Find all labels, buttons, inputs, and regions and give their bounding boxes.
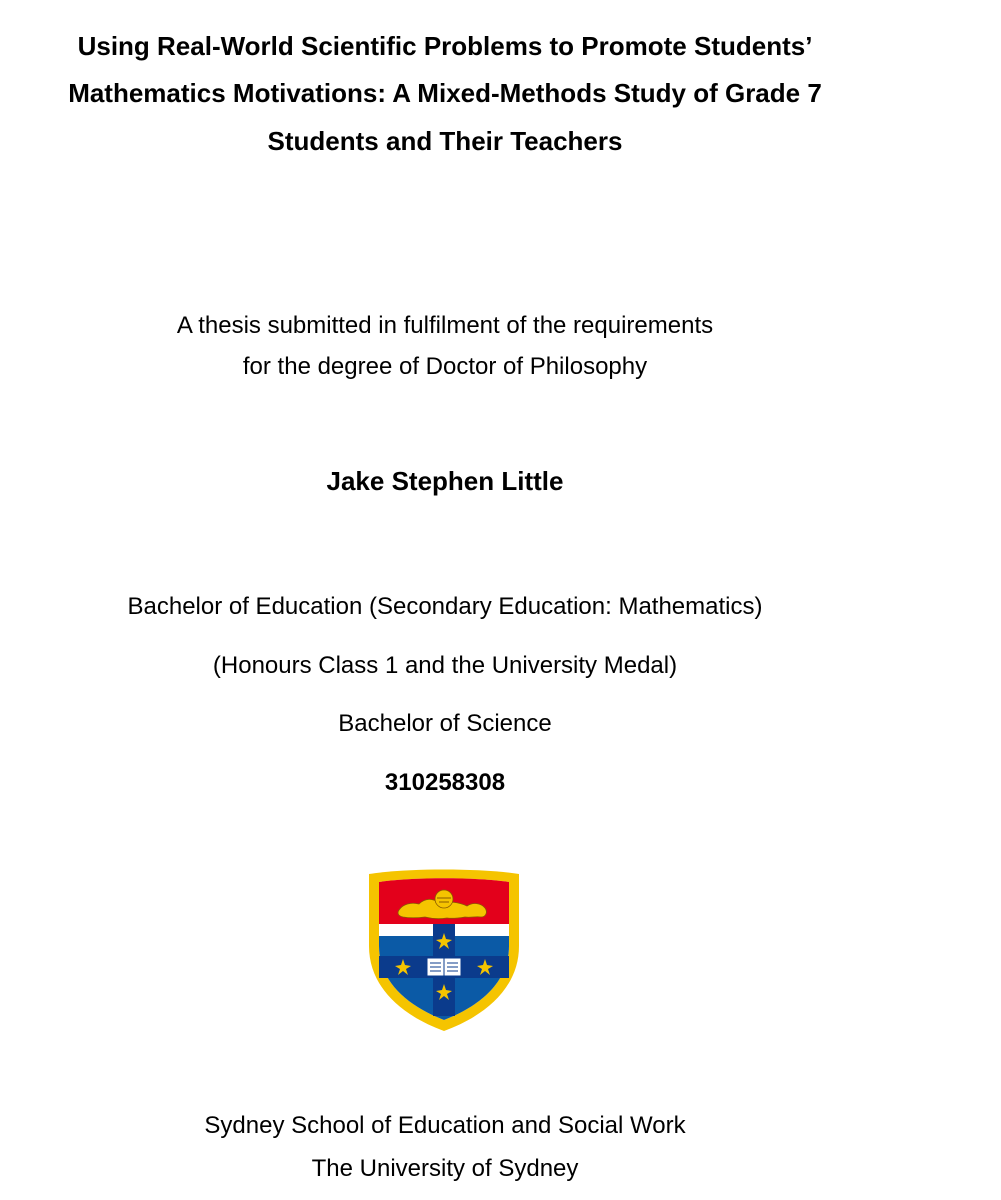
- institution-line-2: The University of Sydney: [311, 1155, 579, 1182]
- submission-statement-line-2: for the degree of Doctor of Philosophy: [242, 353, 648, 380]
- submission-statement-line-1: A thesis submitted in fulfilment of the requirements: [176, 312, 714, 339]
- thesis-title-line-3: Students and Their Teachers: [267, 126, 623, 156]
- qualification-line-3: Bachelor of Science: [338, 710, 552, 737]
- university-of-sydney-crest-icon: [367, 868, 521, 1033]
- thesis-title-line-2: Mathematics Motivations: A Mixed-Methods Study of Grade 7: [68, 78, 822, 108]
- thesis-title-line-1: Using Real-World Scientific Problems to Promote Students’: [77, 31, 813, 61]
- author-name: Jake Stephen Little: [326, 466, 564, 496]
- institution-line-1: Sydney School of Education and Social Work: [204, 1112, 686, 1139]
- qualification-line-1: Bachelor of Education (Secondary Education: Mathematics): [127, 593, 763, 620]
- student-id: 310258308: [384, 769, 506, 796]
- university-crest: [367, 868, 521, 1033]
- qualification-line-2: (Honours Class 1 and the University Medal): [212, 652, 678, 679]
